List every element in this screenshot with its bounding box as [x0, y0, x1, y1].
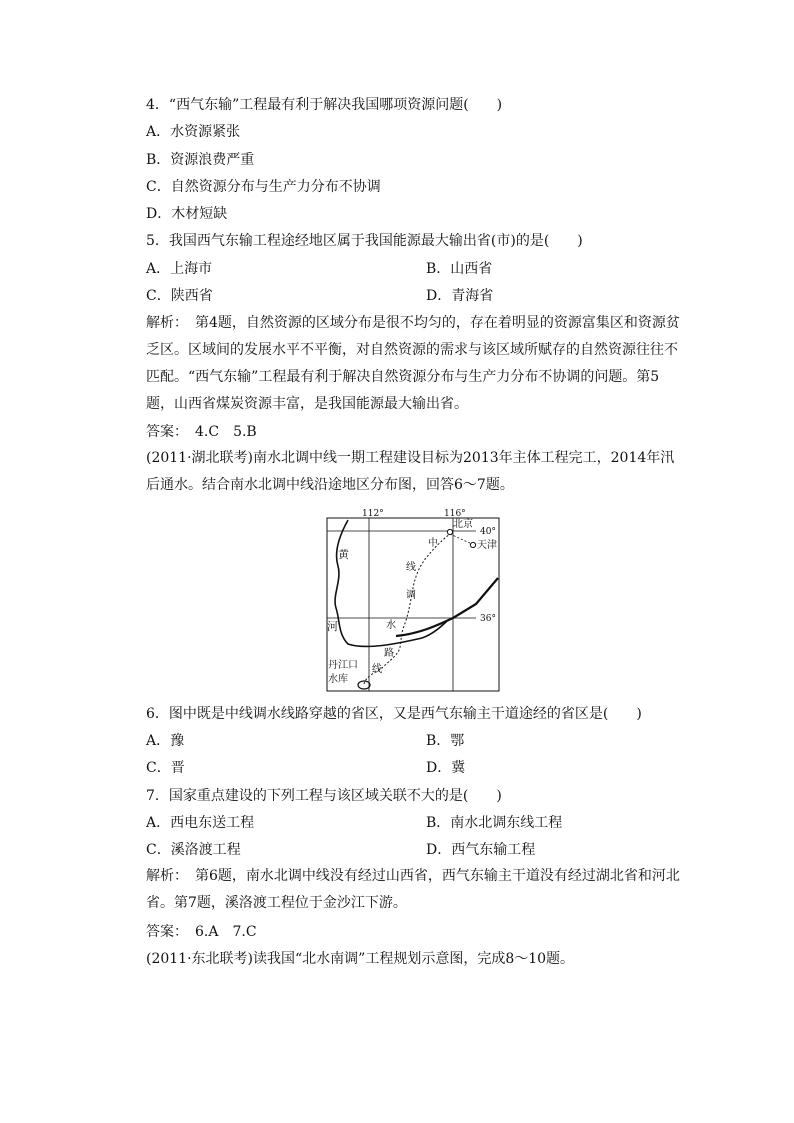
- map-route-char-3: 调: [406, 590, 416, 601]
- question-7-option-a: A．西电东送工程: [146, 815, 255, 831]
- question-5-option-b: B．山西省: [426, 261, 493, 277]
- map-route-char-6: 线: [372, 664, 382, 675]
- south-north-water-transfer-map: [326, 508, 500, 692]
- intro-8-10: (2011·东北联考)读我国“北水南调”工程规划示意图，完成8～10题。: [146, 951, 575, 967]
- question-6-option-b: B．鄂: [426, 733, 465, 749]
- question-4-option-d: D．木材短缺: [146, 206, 228, 222]
- question-6-option-a: A．豫: [146, 733, 185, 749]
- map-route-char-4: 水: [386, 620, 396, 631]
- analysis-6-7: 解析： 第6题，南水北调中线没有经过山西省，西气东输主干道没有经过湖北省和河北省。第7题，溪洛渡工程位于金沙江下游。: [146, 868, 680, 911]
- question-7-option-d: D．西气东输工程: [426, 842, 536, 858]
- answer-6-7: 答案： 6.A 7.C: [146, 924, 257, 940]
- map-route-char-1: 中: [428, 538, 438, 549]
- map-lat-36: 36°: [480, 614, 496, 624]
- map-route-char-2: 线: [406, 562, 416, 573]
- question-5-option-a: A．上海市: [146, 261, 213, 277]
- analysis-4-5: 解析： 第4题，自然资源的区域分布是很不均匀的，存在着明显的资源富集区和资源贫乏区。区域间的发展水平不平衡，对自然资源的需求与该区域所赋存的自然资源往往不匹配。“西气东输”工程最有利于解决自然资源分布与生产力分布不协调的问题。第5题，山西省煤炭资源丰富，是我国能源最大输出省。: [146, 315, 680, 412]
- question-7-option-c: C．溪洛渡工程: [146, 842, 241, 858]
- question-6-option-c: C．晋: [146, 760, 185, 776]
- question-7-stem: 7．国家重点建设的下列工程与该区域关联不大的是( ): [146, 788, 502, 804]
- map-label-reservoir-1: 丹江口: [328, 660, 358, 671]
- question-7-option-b: B．南水北调东线工程: [426, 815, 563, 831]
- answer-4-5: 答案： 4.C 5.B: [146, 424, 257, 440]
- map-lon-112: 112°: [362, 509, 384, 519]
- map-route-char-5: 路: [384, 648, 394, 659]
- question-5-option-c: C．陕西省: [146, 288, 213, 304]
- map-label-tianjin: 天津: [477, 540, 497, 551]
- map-label-beijing: 北京: [453, 519, 473, 530]
- question-4-stem: 4．“西气东输”工程最有利于解决我国哪项资源问题( ): [146, 97, 503, 113]
- map-label-reservoir-2: 水库: [328, 674, 348, 685]
- intro-6-7: (2011·湖北联考)南水北调中线一期工程建设目标为2013年主体工程完工，2014年汛后通水。结合南水北调中线沿途地区分布图，回答6～7题。: [146, 450, 675, 493]
- map-lon-116: 116°: [444, 509, 466, 519]
- question-6-option-d: D．冀: [426, 760, 466, 776]
- map-label-yellow-1: 黄: [338, 548, 349, 561]
- question-6-stem: 6．图中既是中线调水线路穿越的省区，又是西气东输主干道途经的省区是( ): [146, 706, 642, 722]
- question-5-option-d: D．青海省: [426, 288, 494, 304]
- map-lat-40: 40°: [480, 527, 496, 537]
- question-5-stem: 5．我国西气东输工程途经地区属于我国能源最大输出省(市)的是( ): [146, 233, 583, 249]
- map-label-yellow-2: 河: [327, 620, 338, 633]
- question-4-option-c: C．自然资源分布与生产力分布不协调: [146, 179, 381, 195]
- question-4-option-b: B．资源浪费严重: [146, 152, 255, 168]
- question-4-option-a: A．水资源紧张: [146, 124, 241, 140]
